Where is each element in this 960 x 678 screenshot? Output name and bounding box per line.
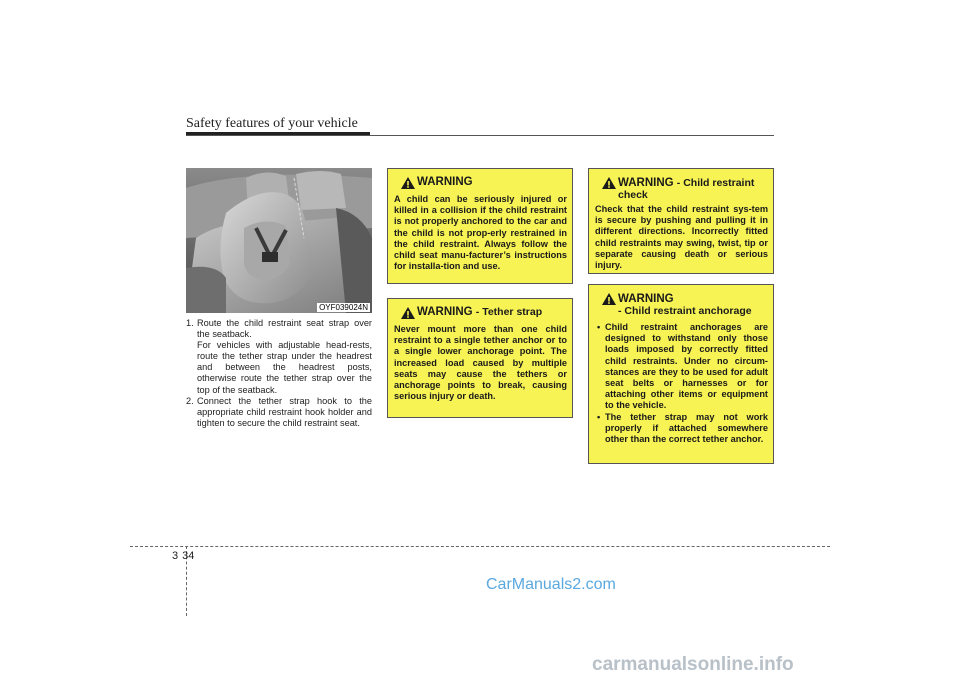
page-index: 34: [182, 550, 195, 562]
watermark-footer[interactable]: carmanualsonline.info: [592, 654, 794, 675]
page-number: [172, 550, 198, 562]
warning-triangle-icon: [401, 307, 415, 319]
footer-rule: [130, 546, 830, 547]
steps-list: [186, 318, 372, 429]
warning-title: WARNING: [417, 176, 473, 188]
warning-subtitle: - Tether strap: [475, 306, 543, 318]
warning-title: [417, 307, 542, 318]
warning-header: [595, 175, 768, 203]
step-1: [186, 318, 372, 396]
watermark-link[interactable]: CarManuals2.com: [486, 576, 616, 593]
warning-title-main: WARNING: [618, 177, 674, 189]
warning-bullet: • Child restraint anchorages are designed to withstand only those loads imposed by correctly fitted child restraints. Under no circum-stances are they to be used for adult seat belts or harnesses or for attaching other items or equipment to the vehicle.: [595, 322, 768, 412]
photo-code: OYF039024N: [319, 303, 368, 312]
warning-subtitle: - Child restraint anchorage: [618, 305, 752, 317]
warning-triangle-icon: [602, 293, 616, 305]
warning-triangle-icon: [602, 177, 616, 189]
page-header-title: Safety features of your vehicle: [186, 116, 358, 131]
warning-header: [595, 291, 768, 321]
child-seat-photo: [186, 168, 372, 313]
warning-title-main: WARNING: [417, 306, 473, 318]
warning-title: [618, 293, 752, 317]
warning-box-tether-strap: [387, 298, 573, 418]
step-2: [186, 396, 372, 429]
step-number: 1.: [186, 318, 194, 328]
warning-triangle-icon: [401, 177, 415, 189]
step-number: 2.: [186, 395, 194, 406]
warning-bullet: • The tether strap may not work properly if attached somewhere other than the correct tether anchor.: [595, 412, 768, 446]
warning-body: Never mount more than one child restraint to a single tether anchor or to a single lower anchorage point. The increased load caused by multiple seats may cause the tethers or anchorage points to break, causing serious injury or death.: [394, 324, 567, 402]
child-seat-illustration: [186, 168, 372, 313]
step-subtext: For vehicles with adjustable head-rests, route the tether strap under the headrest and between the headrest posts, otherwise route the tether strap over the top of the seatback.: [197, 340, 372, 395]
warning-subtitle: - Child restraint check: [618, 177, 755, 201]
header-rule: [186, 135, 774, 136]
warning-title: [618, 177, 768, 201]
warning-body: A child can be seriously injured or killed in a collision if the child restraint is not properly anchored to the car and the child is not prop-erly restrained in the child restraint. Always follow the child seat manu-facturer’s instructions for installa-tion and use.: [394, 194, 567, 272]
section-number: 3: [172, 550, 179, 562]
warning-box-child-restraint-check: [588, 168, 774, 274]
warning-box-child-restraint-anchorage: [588, 284, 774, 464]
warning-box-general: [387, 168, 573, 284]
warning-header: [394, 305, 567, 323]
warning-body: Check that the child restraint sys-tem is secure by pushing and pulling it in different directions. Incorrectly fitted child restraints may swing, twist, tip or separate causing death or serious injury.: [595, 204, 768, 271]
warning-title-main: WARNING: [618, 293, 674, 305]
warning-header: [394, 175, 567, 193]
step-text: Connect the tether strap hook to the appropriate child restraint hook holder and tighten to secure the child restraint seat.: [197, 395, 372, 428]
step-text: Route the child restraint seat strap over the seatback.: [197, 318, 372, 340]
